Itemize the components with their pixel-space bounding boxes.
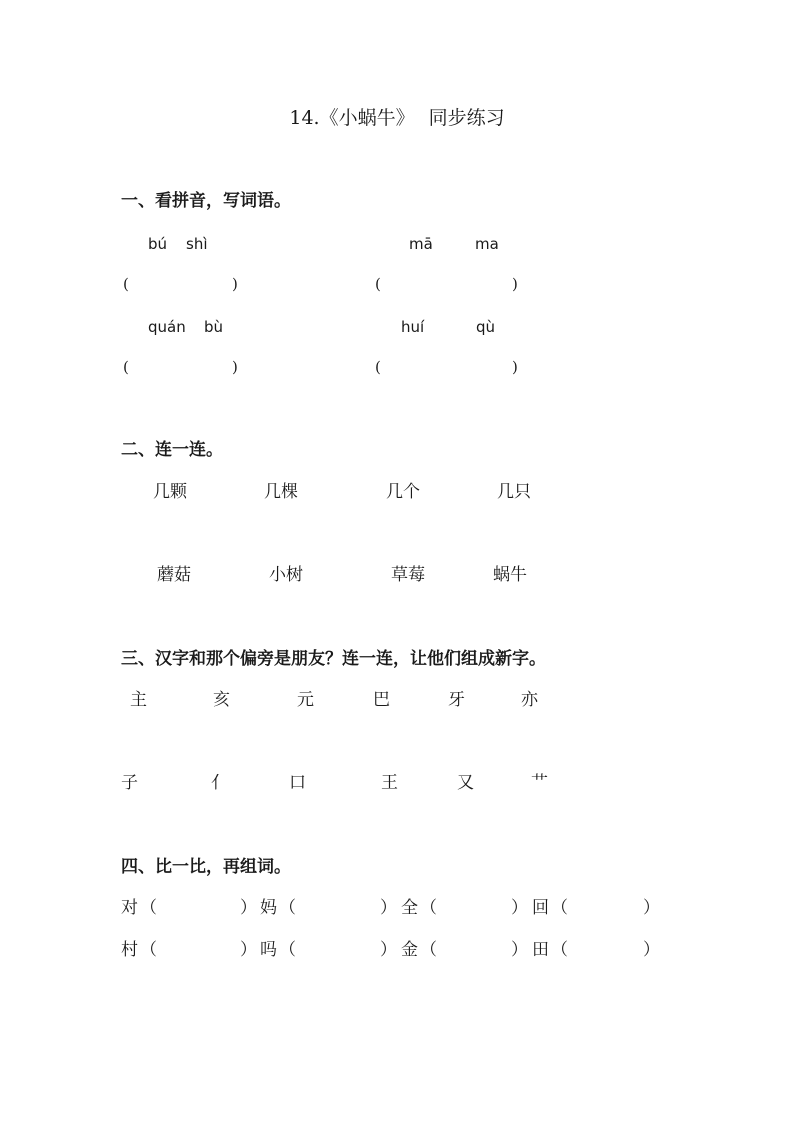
pinyin-syllable: bú: [148, 235, 168, 253]
compare-open-paren: （: [140, 898, 157, 918]
pinyin-syllable: quán: [148, 318, 186, 336]
title-subtitle: 同步练习: [428, 107, 505, 129]
answer-blank[interactable]: [388, 355, 508, 377]
measure-word-item[interactable]: 几个: [386, 482, 420, 502]
word-blank[interactable]: [571, 896, 641, 920]
compare-character: 吗: [260, 940, 277, 960]
measure-word-item[interactable]: 几只: [497, 482, 531, 502]
radical-item[interactable]: 王: [381, 773, 398, 793]
noun-item[interactable]: 蘑菇: [157, 565, 191, 585]
compare-close-paren: ）: [240, 940, 257, 960]
word-blank[interactable]: [440, 938, 510, 962]
compare-character: 村: [121, 940, 138, 960]
compare-character: 回: [532, 898, 549, 918]
noun-item[interactable]: 小树: [269, 565, 303, 585]
page-title: [0, 104, 794, 132]
answer-open-paren: (: [375, 275, 381, 293]
compare-character: 田: [532, 940, 549, 960]
compare-open-paren: （: [420, 898, 437, 918]
compare-close-paren: ）: [643, 940, 660, 960]
character-item[interactable]: 牙: [448, 690, 465, 710]
character-item[interactable]: 元: [297, 690, 314, 710]
word-blank[interactable]: [160, 938, 240, 962]
answer-blank[interactable]: [136, 272, 228, 294]
answer-open-paren: (: [123, 358, 129, 376]
radical-item[interactable]: 子: [121, 773, 138, 793]
lesson-name: 《小蜗牛》: [319, 107, 415, 129]
character-item[interactable]: 亦: [521, 690, 538, 710]
word-blank[interactable]: [440, 896, 510, 920]
compare-close-paren: ）: [380, 940, 397, 960]
character-item[interactable]: 主: [130, 690, 147, 710]
answer-close-paren: ): [512, 275, 518, 293]
pinyin-syllable: ma: [475, 235, 499, 253]
word-blank[interactable]: [299, 896, 379, 920]
pinyin-syllable: mā: [409, 235, 433, 253]
compare-open-paren: （: [420, 940, 437, 960]
answer-close-paren: ): [232, 275, 238, 293]
compare-character: 妈: [260, 898, 277, 918]
compare-character: 对: [121, 898, 138, 918]
pinyin-syllable: bù: [204, 318, 224, 336]
compare-open-paren: （: [551, 940, 568, 960]
radical-item[interactable]: 艹: [531, 773, 548, 793]
section1-heading: 一、看拼音，写词语。: [121, 191, 291, 211]
answer-open-paren: (: [123, 275, 129, 293]
measure-word-item[interactable]: 几棵: [264, 482, 298, 502]
compare-close-paren: ）: [380, 898, 397, 918]
answer-close-paren: ): [232, 358, 238, 376]
word-blank[interactable]: [299, 938, 379, 962]
compare-open-paren: （: [279, 940, 296, 960]
section2-heading: 二、连一连。: [121, 440, 223, 460]
noun-item[interactable]: 蜗牛: [493, 565, 527, 585]
answer-open-paren: (: [375, 358, 381, 376]
answer-blank[interactable]: [136, 355, 228, 377]
lesson-number: 14.: [289, 107, 320, 129]
answer-blank[interactable]: [388, 272, 508, 294]
character-item[interactable]: 亥: [213, 690, 230, 710]
compare-open-paren: （: [279, 898, 296, 918]
answer-close-paren: ): [512, 358, 518, 376]
radical-item[interactable]: 口: [289, 773, 306, 793]
compare-character: 全: [401, 898, 418, 918]
section3-heading: 三、汉字和那个偏旁是朋友？连一连，让他们组成新字。: [121, 649, 546, 669]
compare-open-paren: （: [551, 898, 568, 918]
compare-close-paren: ）: [240, 898, 257, 918]
compare-close-paren: ）: [511, 940, 528, 960]
compare-close-paren: ）: [511, 898, 528, 918]
compare-close-paren: ）: [643, 898, 660, 918]
pinyin-syllable: huí: [401, 318, 425, 336]
compare-open-paren: （: [140, 940, 157, 960]
noun-item[interactable]: 草莓: [391, 565, 425, 585]
word-blank[interactable]: [571, 938, 641, 962]
measure-word-item[interactable]: 几颗: [153, 482, 187, 502]
radical-item[interactable]: 亻: [211, 773, 228, 793]
word-blank[interactable]: [160, 896, 240, 920]
compare-character: 金: [401, 940, 418, 960]
pinyin-syllable: qù: [476, 318, 496, 336]
pinyin-syllable: shì: [186, 235, 208, 253]
section4-heading: 四、比一比，再组词。: [121, 857, 291, 877]
radical-item[interactable]: 又: [457, 773, 474, 793]
character-item[interactable]: 巴: [373, 690, 390, 710]
